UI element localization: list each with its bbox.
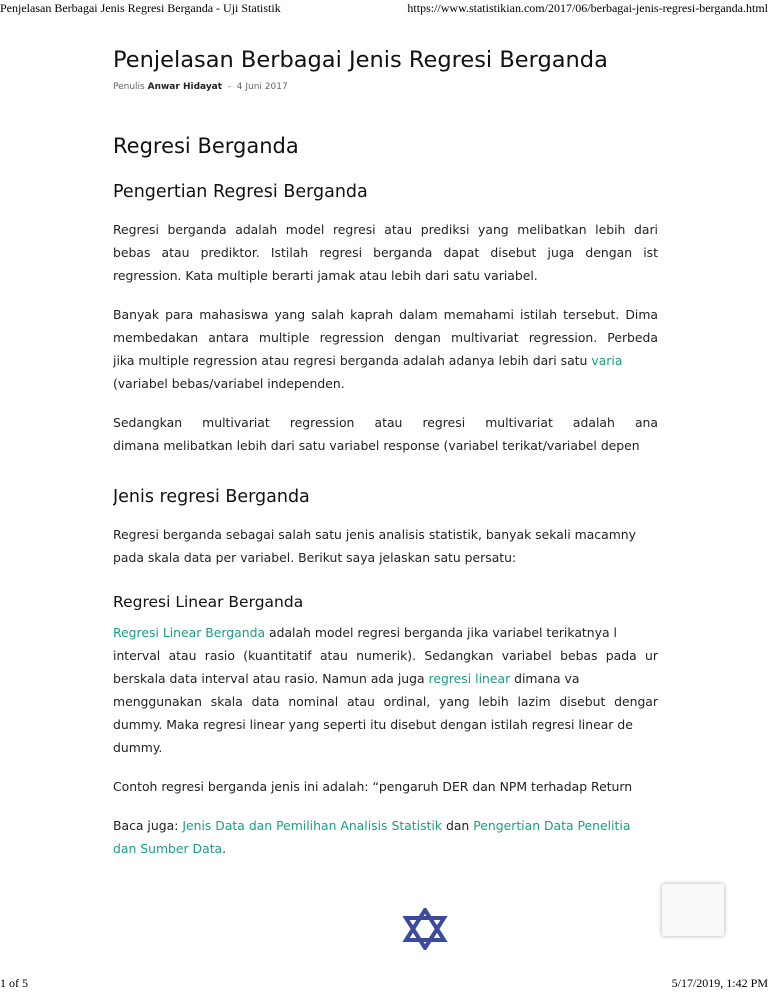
print-header-title: Penjelasan Berbagai Jenis Regresi Berganda - Uji Statistik	[0, 1, 281, 15]
text-span: berskala data interval atau rasio. Namun ada juga	[113, 671, 425, 686]
paragraph-line: Regresi berganda sebagai salah satu jenis analisis statistik, banyak sekali macamny	[113, 527, 636, 542]
link-regresi-linear[interactable]: regresi linear	[428, 671, 511, 686]
paragraph-multivariat	[113, 411, 658, 457]
paragraph-line: bebas atau prediktor. Istilah regresi berganda dapat disebut juga dengan ist	[113, 245, 658, 260]
meta-separator: -	[227, 82, 232, 92]
paragraph-line	[113, 621, 658, 644]
link-jenis-data[interactable]: Jenis Data dan Pemilihan Analisis Statistik	[182, 818, 443, 833]
text-span: dan	[445, 818, 470, 833]
paragraph-line	[113, 814, 658, 837]
text-span: dimana va	[514, 671, 580, 686]
recaptcha-badge[interactable]	[662, 884, 724, 936]
article-meta	[113, 82, 658, 92]
star-of-david-icon	[400, 908, 450, 954]
text-span: .	[222, 841, 227, 856]
print-footer	[0, 976, 768, 992]
paragraph-line: Regresi berganda adalah model regresi atau prediksi yang melibatkan lebih dari	[113, 222, 658, 237]
paragraph-example	[113, 775, 658, 798]
paragraph-line	[113, 837, 658, 860]
section-heading-regresi-berganda: Regresi Berganda	[113, 134, 299, 158]
paragraph-line: Contoh regresi berganda jenis ini adalah: “pengaruh DER dan NPM terhadap Return	[113, 779, 633, 794]
paragraph-line: dummy. Maka regresi linear yang seperti itu disebut dengan istilah regresi linear de	[113, 717, 633, 732]
paragraph-line: membedakan antara multiple regression dengan multivariat regression. Perbeda	[113, 330, 658, 345]
paragraph-definition	[113, 218, 658, 287]
author-link[interactable]: Anwar Hidayat	[147, 82, 223, 92]
article-content	[113, 40, 658, 880]
print-header-url: https://www.statistikian.com/2017/06/berbagai-jenis-regresi-berganda.html	[407, 1, 768, 15]
paragraph-line	[113, 667, 658, 690]
link-pengertian-data[interactable]: Pengertian Data Penelitia	[473, 818, 631, 833]
link-regresi-linear-berganda[interactable]: Regresi Linear Berganda	[113, 625, 266, 640]
paragraph-line: Sedangkan multivariat regression atau regresi multivariat adalah ana	[113, 415, 658, 430]
sub-heading-jenis: Jenis regresi Berganda	[113, 487, 310, 507]
page-number: 1 of 5	[0, 976, 28, 990]
paragraph-line: dimana melibatkan lebih dari satu variabel response (variabel terikat/variabel depen	[113, 438, 640, 453]
paragraph-line: regression. Kata multiple berarti jamak atau lebih dari satu variabel.	[113, 268, 538, 283]
paragraph-line: dummy.	[113, 740, 163, 755]
link-variabel[interactable]: varia	[591, 353, 623, 368]
print-header	[0, 1, 768, 17]
link-sumber-data[interactable]: dan Sumber Data	[113, 841, 223, 856]
paragraph-jenis-intro	[113, 523, 658, 569]
paragraph-line: menggunakan skala data nominal atau ordinal, yang lebih lazim disebut dengar	[113, 694, 658, 709]
paragraph-line: interval atau rasio (kuantitatif atau numerik). Sedangkan variabel bebas pada ur	[113, 648, 658, 663]
paragraph-baca-juga	[113, 814, 658, 860]
text-span: adalah model regresi berganda jika variabel terikatnya l	[269, 625, 617, 640]
sub-heading-linear: Regresi Linear Berganda	[113, 593, 304, 611]
sub-heading-pengertian: Pengertian Regresi Berganda	[113, 182, 368, 202]
text-span: Baca juga:	[113, 818, 179, 833]
text-span: jika multiple regression atau regresi berganda adalah adanya lebih dari satu	[113, 353, 588, 368]
paragraph-line: Banyak para mahasiswa yang salah kaprah dalam memahami istilah tersebut. Dima	[113, 307, 658, 322]
article-title: Penjelasan Berbagai Jenis Regresi Berganda	[113, 47, 608, 73]
paragraph-misconception	[113, 303, 658, 395]
print-datetime: 5/17/2019, 1:42 PM	[671, 976, 768, 990]
paragraph-line: pada skala data per variabel. Berikut saya jelaskan satu persatu:	[113, 550, 517, 565]
article-date: 4 Juni 2017	[236, 82, 288, 92]
paragraph-line	[113, 349, 658, 372]
meta-prefix: Penulis	[113, 82, 145, 92]
paragraph-linear	[113, 621, 658, 759]
paragraph-line: (variabel bebas/variabel independen.	[113, 376, 345, 391]
